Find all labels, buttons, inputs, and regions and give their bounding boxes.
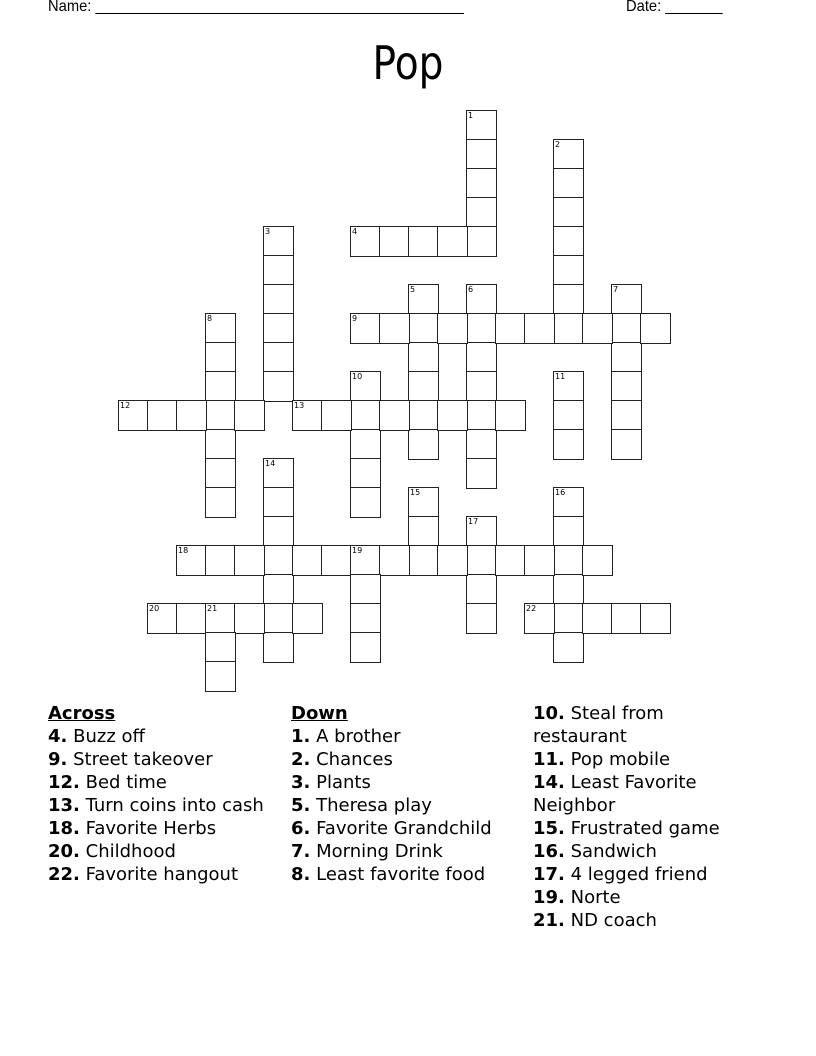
crossword-cell[interactable] [466,110,497,141]
crossword-cell[interactable] [263,226,294,257]
crossword-cell[interactable] [553,487,584,518]
cell-number: 4 [352,227,358,236]
crossword-cell[interactable] [408,226,439,257]
crossword-cell[interactable] [553,226,584,257]
clue-text: Favorite Herbs [85,818,217,839]
clue-number: 6. [291,818,311,839]
crossword-cell[interactable] [466,313,497,344]
crossword-cell[interactable] [408,400,439,431]
crossword-cell[interactable] [553,632,584,663]
clue-number: 17. [533,864,565,885]
cell-number: 10 [352,372,363,381]
name-field-label: Name: _____________________________________________ [48,0,464,15]
crossword-cell[interactable] [437,545,468,576]
crossword-cell[interactable] [263,487,294,518]
clue-text: 4 legged friend [570,864,708,885]
crossword-cell[interactable] [263,574,294,605]
crossword-cell[interactable] [611,371,642,402]
crossword-cell[interactable] [582,313,613,344]
crossword-cell[interactable] [350,574,381,605]
crossword-cell[interactable] [263,342,294,373]
crossword-cell[interactable] [466,545,497,576]
clue-number: 13. [48,795,80,816]
crossword-cell[interactable] [205,487,236,518]
clue-item [533,863,751,886]
crossword-cell[interactable] [553,400,584,431]
clue-item [48,771,284,794]
crossword-cell[interactable] [379,400,410,431]
clue-number: 7. [291,841,311,862]
cell-number: 2 [555,140,561,149]
clue-item [533,702,751,748]
clue-number: 18. [48,818,80,839]
crossword-cell[interactable] [466,516,497,547]
crossword-cell[interactable] [234,545,265,576]
cell-number: 1 [468,111,474,120]
crossword-cell[interactable] [582,545,613,576]
crossword-cell[interactable] [263,255,294,286]
clue-item [533,909,751,932]
crossword-cell[interactable] [553,313,584,344]
clue-text: Frustrated game [570,818,720,839]
crossword-cell[interactable] [466,197,497,228]
crossword-cell[interactable] [350,545,381,576]
crossword-cell[interactable] [408,342,439,373]
clue-text: ND coach [570,910,657,931]
across-heading: Across [48,703,116,724]
crossword-cell[interactable] [408,487,439,518]
clue-text: Favorite hangout [85,864,239,885]
crossword-cell[interactable] [553,603,584,634]
clue-text: Favorite Grandchild [316,818,492,839]
crossword-cell[interactable] [553,574,584,605]
crossword-cell[interactable] [350,313,381,344]
clue-number: 21. [533,910,565,931]
crossword-cell[interactable] [263,284,294,315]
crossword-cell[interactable] [176,400,207,431]
clue-number: 20. [48,841,80,862]
cell-number: 19 [352,546,363,555]
clue-number: 9. [48,749,68,770]
cell-number: 11 [555,372,566,381]
clue-item [291,794,503,817]
crossword-cell[interactable] [205,603,236,634]
clue-text: Bed time [85,772,167,793]
crossword-cell[interactable] [466,284,497,315]
crossword-cell[interactable] [147,400,178,431]
crossword-cell[interactable] [437,226,468,257]
clue-text: Pop mobile [570,749,671,770]
crossword-cell[interactable] [408,284,439,315]
crossword-cell[interactable] [553,168,584,199]
crossword-cell[interactable] [524,545,555,576]
crossword-cell[interactable] [466,371,497,402]
crossword-cell[interactable] [205,545,236,576]
clue-number: 11. [533,749,565,770]
clue-text: Least Favorite Neighbor [533,772,697,816]
crossword-cell[interactable] [205,661,236,692]
cell-number: 16 [555,488,566,497]
crossword-cell[interactable] [495,545,526,576]
crossword-cell[interactable] [466,226,497,257]
crossword-cell[interactable] [611,284,642,315]
crossword-cell[interactable] [263,371,294,402]
cell-number: 20 [149,604,160,613]
crossword-cell[interactable] [466,574,497,605]
crossword-cell[interactable] [176,603,207,634]
crossword-cell[interactable] [263,545,294,576]
crossword-cell[interactable] [553,429,584,460]
crossword-cell[interactable] [205,342,236,373]
clue-text: Sandwich [570,841,657,862]
crossword-cell[interactable] [350,603,381,634]
crossword-cell[interactable] [205,429,236,460]
crossword-cell[interactable] [263,458,294,489]
clue-text: Morning Drink [316,841,443,862]
crossword-cell[interactable] [553,371,584,402]
down-heading: Down [291,703,348,724]
crossword-cell[interactable] [147,603,178,634]
crossword-cell[interactable] [350,487,381,518]
clue-item [533,886,751,909]
crossword-cell[interactable] [553,197,584,228]
clue-number: 22. [48,864,80,885]
clue-text: A brother [316,726,401,747]
clue-item [291,771,503,794]
clue-text: Chances [316,749,393,770]
cell-number: 15 [410,488,421,497]
crossword-cell[interactable] [350,632,381,663]
crossword-cell[interactable] [263,603,294,634]
clue-number: 4. [48,726,68,747]
cell-number: 5 [410,285,416,294]
cell-number: 14 [265,459,276,468]
crossword-cell[interactable] [205,458,236,489]
clue-item [48,840,284,863]
crossword-cell[interactable] [205,400,236,431]
crossword-cell[interactable] [466,458,497,489]
clue-number: 10. [533,703,565,724]
crossword-cell[interactable] [205,313,236,344]
crossword-cell[interactable] [408,313,439,344]
clue-number: 16. [533,841,565,862]
crossword-cell[interactable] [553,139,584,170]
crossword-cell[interactable] [524,313,555,344]
crossword-cell[interactable] [408,371,439,402]
clue-item [48,725,284,748]
crossword-cell[interactable] [466,603,497,634]
cell-number: 9 [352,314,358,323]
clue-item [291,840,503,863]
clue-text: Steal from restaurant [533,703,664,747]
cell-number: 13 [294,401,305,410]
clue-item [291,817,503,840]
crossword-cell[interactable] [379,313,410,344]
cell-number: 12 [120,401,131,410]
cell-number: 17 [468,517,479,526]
crossword-cell[interactable] [263,313,294,344]
clue-number: 2. [291,749,311,770]
date-field-label: Date: _______ [626,0,723,15]
cell-number: 18 [178,546,189,555]
clue-number: 5. [291,795,311,816]
clue-item [291,863,503,886]
crossword-cell[interactable] [437,313,468,344]
clue-item [291,748,503,771]
crossword-cell[interactable] [553,284,584,315]
crossword-cell[interactable] [234,400,265,431]
crossword-cell[interactable] [466,400,497,431]
clue-text: Theresa play [316,795,432,816]
crossword-cell[interactable] [379,545,410,576]
crossword-cell[interactable] [350,371,381,402]
crossword-cell[interactable] [611,429,642,460]
crossword-cell[interactable] [350,400,381,431]
crossword-cell[interactable] [640,603,671,634]
crossword-cell[interactable] [263,632,294,663]
crossword-cell[interactable] [379,226,410,257]
clue-item [533,817,751,840]
clue-number: 14. [533,772,565,793]
crossword-cell[interactable] [408,545,439,576]
crossword-cell[interactable] [350,458,381,489]
crossword-cell[interactable] [553,255,584,286]
crossword-cell[interactable] [350,226,381,257]
crossword-cell[interactable] [205,371,236,402]
crossword-cell[interactable] [611,342,642,373]
crossword-cell[interactable] [611,400,642,431]
down-clues [291,702,503,886]
crossword-cell[interactable] [205,632,236,663]
crossword-cell[interactable] [582,603,613,634]
crossword-cell[interactable] [553,545,584,576]
clue-item [48,748,284,771]
crossword-cell[interactable] [553,516,584,547]
clue-text: Turn coins into cash [85,795,264,816]
across-clues [48,702,284,886]
cell-number: 21 [207,604,218,613]
crossword-cell[interactable] [611,603,642,634]
clue-number: 12. [48,772,80,793]
crossword-cell[interactable] [466,429,497,460]
clue-text: Least favorite food [316,864,486,885]
clue-text: Norte [570,887,621,908]
crossword-cell[interactable] [466,342,497,373]
clue-number: 8. [291,864,311,885]
crossword-cell[interactable] [292,545,323,576]
crossword-cell[interactable] [321,545,352,576]
clue-number: 19. [533,887,565,908]
crossword-cell[interactable] [466,139,497,170]
crossword-cell[interactable] [408,516,439,547]
crossword-cell[interactable] [408,429,439,460]
crossword-cell[interactable] [437,400,468,431]
crossword-cell[interactable] [640,313,671,344]
clue-number: 1. [291,726,311,747]
cell-number: 3 [265,227,271,236]
crossword-cell[interactable] [234,603,265,634]
clue-text: Plants [316,772,371,793]
clue-item [48,794,284,817]
page-title: Pop [372,36,444,90]
crossword-cell[interactable] [118,400,149,431]
down-clues-continued [533,702,751,932]
clue-text: Street takeover [73,749,213,770]
crossword-cell[interactable] [321,400,352,431]
clue-text: Buzz off [73,726,145,747]
clue-text: Childhood [85,841,176,862]
crossword-cell[interactable] [176,545,207,576]
clue-number: 3. [291,772,311,793]
crossword-cell[interactable] [263,516,294,547]
cell-number: 22 [526,604,537,613]
crossword-cell[interactable] [466,168,497,199]
cell-number: 8 [207,314,213,323]
clue-number: 15. [533,818,565,839]
crossword-cell[interactable] [292,603,323,634]
cell-number: 6 [468,285,474,294]
crossword-cell[interactable] [524,603,555,634]
clue-item [533,771,751,817]
clue-item [533,748,751,771]
clue-item [533,840,751,863]
crossword-cell[interactable] [611,313,642,344]
clue-item [48,817,284,840]
clue-item [291,725,503,748]
crossword-cell[interactable] [292,400,323,431]
cell-number: 7 [613,285,619,294]
clue-item [48,863,284,886]
crossword-cell[interactable] [495,313,526,344]
crossword-cell[interactable] [495,400,526,431]
crossword-cell[interactable] [350,429,381,460]
